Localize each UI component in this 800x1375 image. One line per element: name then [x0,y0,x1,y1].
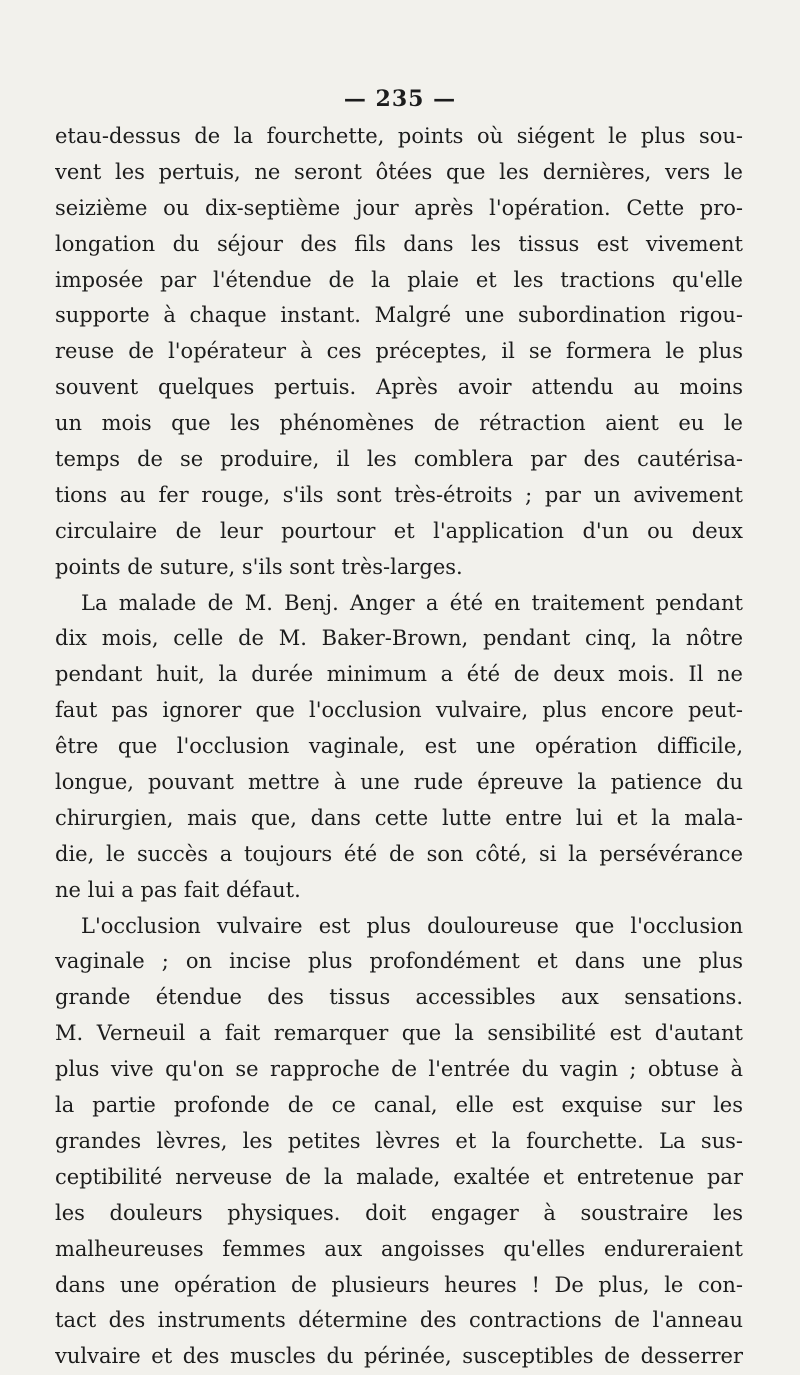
text-line: la partie profonde de ce canal, elle est exquise sur les [55,1093,743,1118]
paragraph-1 [55,119,743,586]
paragraph-2 [55,586,743,909]
text-line: L'occlusion vulvaire est plus douloureuse que l'occlusion [81,913,743,938]
text-line: les douleurs physiques. doit engager à soustraire les [55,1200,743,1225]
text-line: temps de se produire, il les comblera par des cautérisa- [55,447,743,472]
text-line: souvent quelques pertuis. Après avoir attendu au moins [55,375,743,400]
text-line: grandes lèvres, les petites lèvres et la fourchette. La sus- [55,1128,743,1153]
text-line: chirurgien, mais que, dans cette lutte entre lui et la mala- [55,805,743,830]
text-line: M. Verneuil a fait remarquer que la sensibilité est d'autant [55,1021,743,1046]
text-line: malheureuses femmes aux angoisses qu'elles endureraient [55,1236,743,1261]
page-number: — 235 — [343,86,457,112]
text-line: longue, pouvant mettre à une rude épreuve la patience du [55,770,743,795]
text-line: vaginale ; on incise plus profondément et dans une plus [55,949,743,974]
text-line: vulvaire et des muscles du périnée, susceptibles de desserrer [55,1344,743,1369]
text-line: vent les pertuis, ne seront ôtées que les dernières, vers le [55,159,743,184]
text-line: grande étendue des tissus accessibles aux sensations. [55,985,743,1010]
text-line: tions au fer rouge, s'ils sont très-étroits ; par un avivement [55,482,743,507]
text-line: plus vive qu'on se rapproche de l'entrée du vagin ; obtuse à [55,1057,743,1082]
text-line: etau-dessus de la fourchette, points où siégent le plus sou- [55,124,743,148]
text-line: La malade de M. Benj. Anger a été en traitement pendant [81,590,743,615]
body-text [55,119,743,1375]
text-line: faut pas ignorer que l'occlusion vulvaire, plus encore peut- [55,698,743,723]
text-line: circulaire de leur pourtour et l'application d'un ou deux [55,518,743,543]
text-line: die, le succès a toujours été de son côté, si la persévérance [55,841,743,866]
text-line: imposée par l'étendue de la plaie et les tractions qu'elle [55,267,743,292]
paragraph-3 [55,909,743,1375]
text-line: dans une opération de plusieurs heures ! De plus, le con- [55,1272,743,1297]
text-line: points de suture, s'ils sont très-larges. [55,554,463,579]
text-line: ne lui a pas fait défaut. [55,877,301,902]
text-line: seizième ou dix-septième jour après l'opération. Cette pro- [55,195,743,220]
text-line: ceptibilité nerveuse de la malade, exaltée et entretenue par [55,1164,743,1189]
text-line: dix mois, celle de M. Baker-Brown, pendant cinq, la nôtre [55,626,743,651]
text-line: tact des instruments détermine des contractions de l'anneau [55,1308,743,1333]
text-line: être que l'occlusion vaginale, est une opération difficile, [55,734,743,759]
text-line: un mois que les phénomènes de rétraction aient eu le [55,411,743,436]
text-line: reuse de l'opérateur à ces préceptes, il se formera le plus [55,339,743,364]
text-line: longation du séjour des fils dans les tissus est vivement [55,231,743,256]
text-line: pendant huit, la durée minimum a été de deux mois. Il ne [55,662,743,687]
text-line: supporte à chaque instant. Malgré une subordination rigou- [55,303,743,328]
